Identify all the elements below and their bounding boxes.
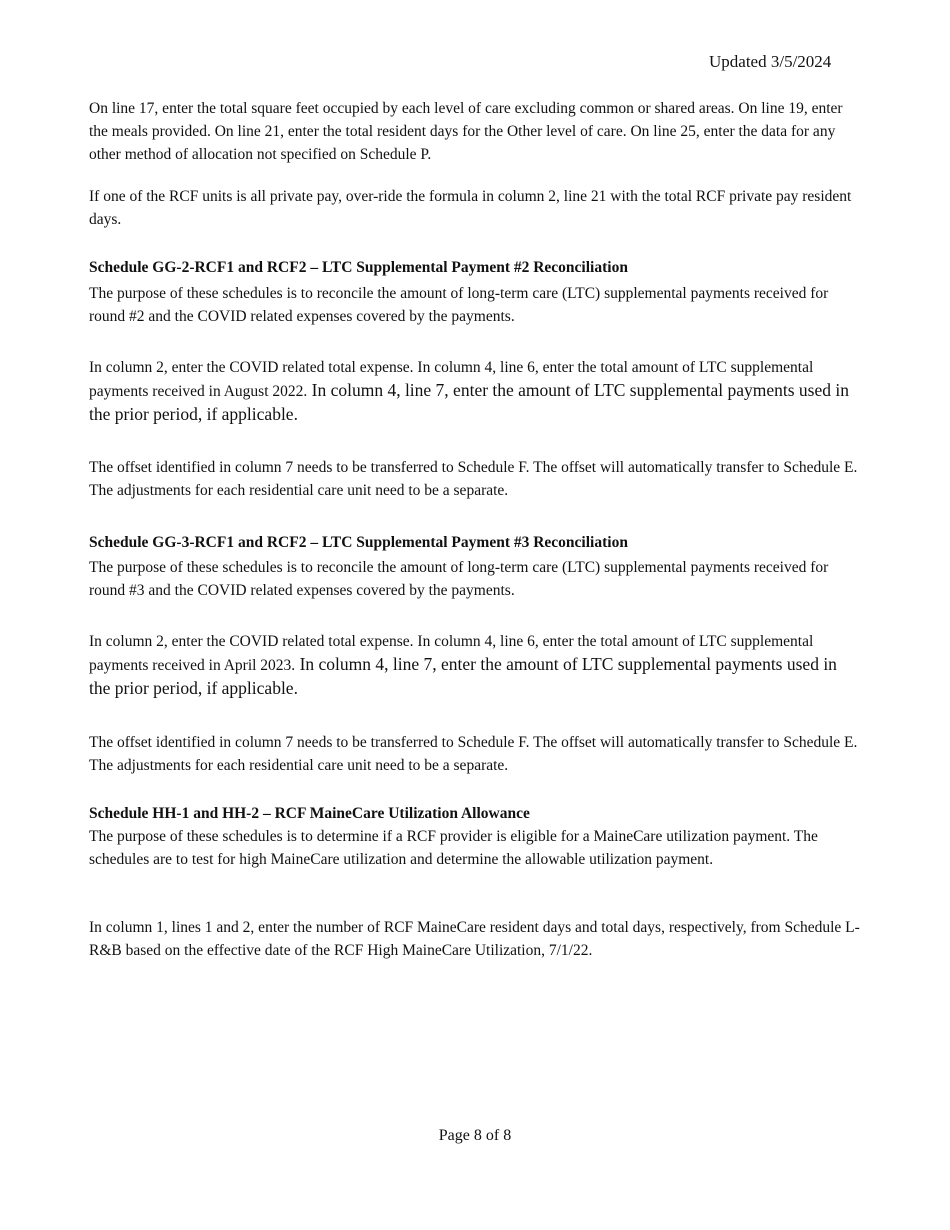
paragraph-private-pay: If one of the RCF units is all private pay, over-ride the formula in column 2, line 21 with the total RCF private pay resident days.: [89, 188, 852, 228]
paragraph-gg3-offset: The offset identified in column 7 needs to be transferred to Schedule F. The offset will automatically transfer to Schedule E. The adjustments for each residential care unit need to be a separate.: [89, 734, 858, 774]
paragraph-gg2-purpose: The purpose of these schedules is to reconcile the amount of long-term care (LTC) supplemental payments received for round #2 and the COVID related expenses covered by the payments.: [89, 285, 829, 325]
paragraph-hh-columns: In column 1, lines 1 and 2, enter the number of RCF MaineCare resident days and total days, respectively, from Schedule L-R&B based on the effective date of the RCF High MaineCare Utilization, 7/1/22.: [89, 919, 860, 959]
gg3-columns-part-b: In column 4, line 7, enter the amount of LTC supplemental payments used in the prior period, if applicable.: [89, 654, 837, 698]
paragraph-gg3-columns: [89, 630, 861, 701]
heading-schedule-gg2: Schedule GG-2-RCF1 and RCF2 – LTC Supplemental Payment #2 Reconciliation: [89, 259, 628, 276]
heading-schedule-hh: Schedule HH-1 and HH-2 – RCF MaineCare Utilization Allowance: [89, 805, 530, 822]
paragraph-line17-instructions: On line 17, enter the total square feet occupied by each level of care excluding common or shared areas. On line 19, enter the meals provided. On line 21, enter the total resident days for the Other level of care. On line 25, enter the data for any other method of allocation not specified on Schedule P.: [89, 100, 843, 163]
paragraph-gg2-columns: [89, 356, 861, 427]
gg2-columns-part-b: In column 4, line 7, enter the amount of LTC supplemental payments used in the prior period, if applicable.: [89, 380, 849, 424]
page-number: Page 8 of 8: [438, 1127, 512, 1144]
gg2-columns-part-a: In column 2, enter the COVID related total expense. In column 4, line 6, enter the total amount of LTC supplemental payments received in August 2022.: [89, 359, 814, 400]
heading-schedule-gg3: Schedule GG-3-RCF1 and RCF2 – LTC Supplemental Payment #3 Reconciliation: [89, 534, 628, 551]
paragraph-hh-purpose: The purpose of these schedules is to determine if a RCF provider is eligible for a MaineCare utilization payment. The schedules are to test for high MaineCare utilization and determine the allowable utilization payment.: [89, 828, 818, 868]
paragraph-gg2-offset: The offset identified in column 7 needs to be transferred to Schedule F. The offset will automatically transfer to Schedule E. The adjustments for each residential care unit need to be a separate.: [89, 459, 858, 499]
gg3-columns-part-a: In column 2, enter the COVID related total expense. In column 4, line 6, enter the total amount of LTC supplemental payments received in April 2023.: [89, 633, 814, 674]
updated-date: Updated 3/5/2024: [709, 52, 832, 71]
paragraph-gg3-purpose: The purpose of these schedules is to reconcile the amount of long-term care (LTC) supplemental payments received for round #3 and the COVID related expenses covered by the payments.: [89, 559, 829, 599]
